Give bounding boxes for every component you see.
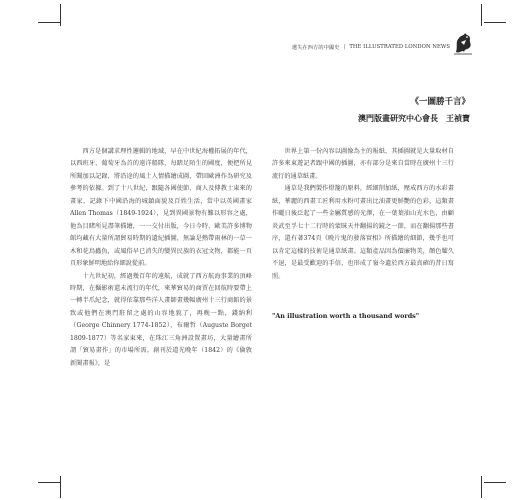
body-paragraph: 十九世紀初，經過幾百年的遠航，成就了西方航海事業的頂峰時期，在攝影術還未流行的年代，來華貿易的商賈在回航時要帶上一轉半爪紀念，就得依靠那些洋人畫師畫幾幅廣州十三行商館的景致或他們在澳門駐留之處的山容地貌了，再晚一點，錢納利（George Chinnery 1774-1852）、布爾哲（Auguste Borget 1809-1877）等名家東來，在珠江三角洲設置畫坊，大量繪畫所謂「貿易畫作」的市場所需。創刊於道光晚年（1842）的《倫敦新聞畫報》，是 — [70, 272, 252, 367]
crop-mark — [38, 22, 60, 23]
article-byline — [270, 112, 470, 125]
body-paragraph: 通草是我們製作燈籠的原料，經細削加紙，壓成西方的水彩畫紙，華麗的西畫工匠利用水粉可畫出比油畫更鮮艷的色彩，這類畫作曬日後泛起了一些金屬質感的光澤，在一葉葉油山光水色，由顧炎武至孚七十二行時的蒙昧天井翻揚的鏡之一節，而在翻揚那些書序，還有著374頁《晚片鬼的發落實相》所描繪的細節，幾乎也可以肯定這樣的技術是通草紙畫。這類產品因為價廉物美，顏色耀久不退，是最受歡迎的手信，也形成了嶺今遺於西方最真確的昔日寫照。 — [272, 185, 454, 280]
crop-mark — [38, 482, 60, 483]
body-column-right — [272, 146, 454, 283]
crop-mark — [60, 476, 61, 498]
header-chinese-title: 遺失在西方的中國史 — [291, 44, 340, 51]
running-header — [290, 41, 450, 53]
article-title-block — [270, 96, 470, 125]
byline-org: 澳門版畫研究中心會長 — [358, 113, 438, 123]
crop-mark — [60, 4, 61, 26]
article-title: 《一圖勝千言》 — [410, 97, 470, 107]
crop-mark — [484, 482, 506, 483]
body-column-left — [70, 146, 252, 370]
byline-author: 王禎寶 — [446, 113, 470, 123]
header-english-title: THE ILLUSTRATED LONDON NEWS — [349, 44, 450, 50]
crop-mark — [481, 4, 482, 26]
crop-mark — [484, 22, 506, 23]
body-paragraph: 西方是個講求理性邏輯的地域，早在中世紀海權拓展的年代，以西班牙、葡萄牙為首的遠洋船隊，每踏足陌生的國度，便把所見所聞加以記錄，將沿途的風土人情描繪成圖，帶回歐洲作為研究及參考的依據。到了十八世紀，跟隨各國使節、商人及傳教士東來的畫家，記錄下中國沿海的城鎮面貌及百姓生活，當中以英國畫家Allen Thomas（1849-1924），見到異國景物有難以形容之處，他為目睹所見盡筆描繪，一一交付出版，今日今時，歐美許多博物館均藏有大量所謂貿易時期的遺紀插圖，無論是熱帶雨林的一草一木和花鳥蟲魚，或風俗早已消失的變異民族的衣冠文物，都能一頁頁形象鮮明地給你細說從前。 — [70, 148, 252, 268]
crop-mark — [481, 476, 482, 498]
pull-quote: "An illustration worth a thousand words" — [272, 312, 420, 320]
dragon-emblem-icon — [452, 30, 474, 56]
body-paragraph: 世界上第一份內容以圖像為主的報紙，其插圖就是大量取材自許多來東遊記者跟中國的插圖，亦有部分是來自當時在廣州十三行流行的通草紙畫。 — [272, 148, 454, 180]
header-separator: | — [343, 44, 346, 50]
